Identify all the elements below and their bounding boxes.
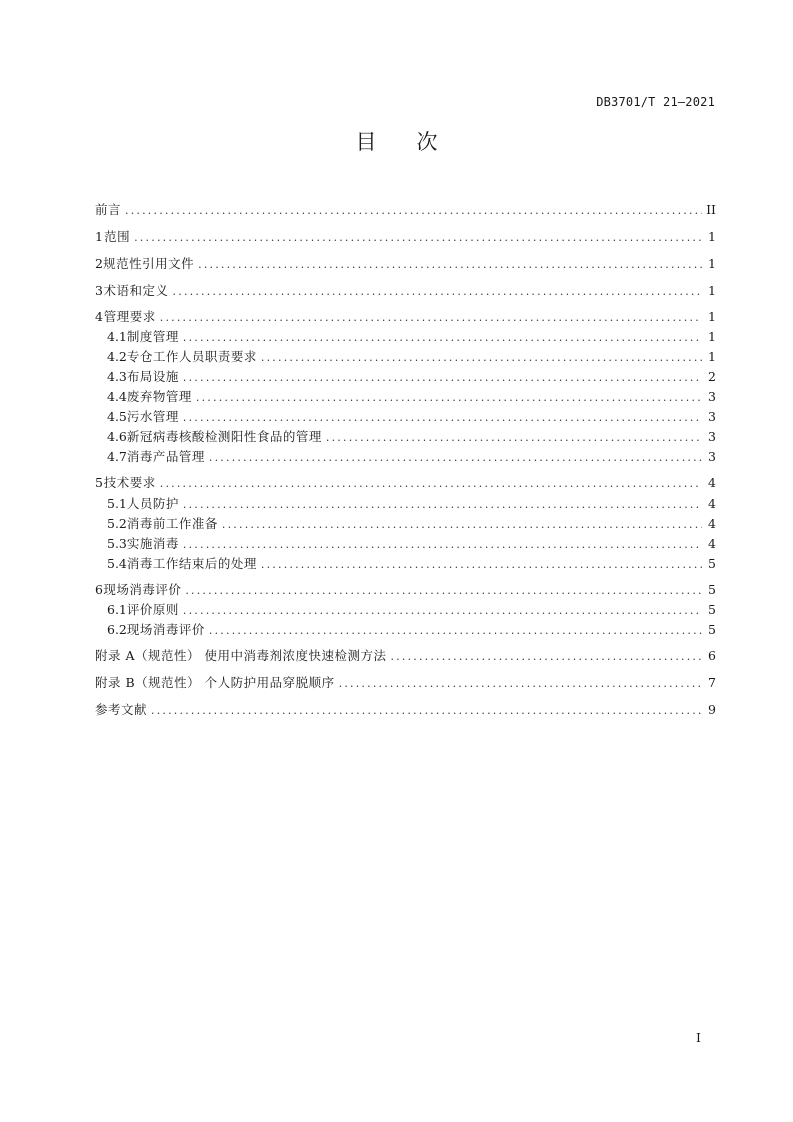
toc-entry-4-5[interactable] <box>95 407 716 427</box>
toc-entry-label: 前言 <box>95 202 122 217</box>
toc-entry-4-6[interactable] <box>95 427 716 447</box>
toc-leader-dots <box>261 555 702 575</box>
toc-entry-4-4[interactable] <box>95 387 716 407</box>
toc-entry-5[interactable] <box>95 473 716 493</box>
toc-entry-5-2[interactable] <box>95 514 716 534</box>
toc-leader-dots <box>125 201 702 221</box>
toc-entry-number: 3 <box>95 283 103 298</box>
toc-entry-number: 4.6 <box>107 429 127 444</box>
toc-entry-2[interactable] <box>95 254 716 274</box>
toc-leader-dots <box>173 282 702 302</box>
toc-entry-label: 实施消毒 <box>126 536 179 551</box>
toc-entry-label: 制度管理 <box>126 329 179 344</box>
toc-entry-page: 3 <box>708 389 716 404</box>
toc-entry-5-4[interactable] <box>95 554 716 574</box>
toc-leader-dots <box>222 515 702 535</box>
title-char-1: 目 <box>355 130 377 154</box>
toc-leader-dots <box>160 308 702 328</box>
toc-entry-6[interactable] <box>95 580 716 600</box>
toc-leader-dots <box>160 474 702 494</box>
toc-entry-label: 废弃物管理 <box>126 389 192 404</box>
toc-entry-number: 6.1 <box>107 602 127 617</box>
toc-entry-page: 9 <box>708 702 716 717</box>
toc-leader-dots <box>183 535 702 555</box>
toc-leader-dots <box>209 448 702 468</box>
toc-entry-page: 4 <box>708 496 716 511</box>
toc-entry-page: 3 <box>708 429 716 444</box>
toc-leader-dots <box>183 408 702 428</box>
toc-entry-page: 5 <box>708 622 716 637</box>
toc-entry-page: 3 <box>708 409 716 424</box>
toc-entry-6-2[interactable] <box>95 620 716 640</box>
toc-entry-page: 1 <box>708 283 716 298</box>
toc-entry-label: 评价原则 <box>126 602 179 617</box>
toc-entry-number: 4.1 <box>107 329 127 344</box>
toc-entry-label: 消毒前工作准备 <box>126 516 218 531</box>
toc-entry-label: 消毒工作结束后的处理 <box>126 556 257 571</box>
toc-entry-5-3[interactable] <box>95 534 716 554</box>
toc-leader-dots <box>339 674 702 694</box>
toc-leader-dots <box>198 255 702 275</box>
toc-leader-dots <box>185 581 702 601</box>
toc-entry-label: 术语和定义 <box>103 283 169 298</box>
toc-leader-dots <box>183 328 702 348</box>
toc-leader-dots <box>390 647 702 667</box>
toc-entry-number: 1 <box>95 229 103 244</box>
toc-entry-page: II <box>706 202 716 217</box>
toc-leader-dots <box>183 368 702 388</box>
toc-entry-4-3[interactable] <box>95 367 716 387</box>
toc-entry-preface[interactable] <box>95 200 716 220</box>
toc-entry-number: 4.4 <box>107 389 127 404</box>
toc-entry-6-1[interactable] <box>95 600 716 620</box>
toc-entry-5-1[interactable] <box>95 494 716 514</box>
toc-entry-label: 附录 B（规范性） 个人防护用品穿脱顺序 <box>95 675 335 690</box>
toc-entry-4-1[interactable] <box>95 327 716 347</box>
toc-entry-label: 规范性引用文件 <box>103 256 195 271</box>
toc-entry-4-7[interactable] <box>95 447 716 467</box>
toc-entry-page: 4 <box>708 536 716 551</box>
toc-entry-number: 2 <box>95 256 103 271</box>
toc-entry-label: 现场消毒评价 <box>126 622 205 637</box>
toc-entry-number: 4.7 <box>107 449 127 464</box>
toc-entry-page: 4 <box>708 475 716 490</box>
toc-leader-dots <box>134 228 702 248</box>
toc-entry-page: 7 <box>708 675 716 690</box>
toc-entry-4[interactable] <box>95 307 716 327</box>
toc-entry-number: 5.3 <box>107 536 127 551</box>
page-number: I <box>696 1030 701 1045</box>
toc-entry-number: 4.5 <box>107 409 127 424</box>
toc-entry-1[interactable] <box>95 227 716 247</box>
toc-entry-label: 参考文献 <box>95 702 148 717</box>
toc-entry-annex-b[interactable] <box>95 673 716 693</box>
title-char-2: 次 <box>416 130 438 154</box>
toc-entry-label: 消毒产品管理 <box>126 449 205 464</box>
toc-entry-number: 4.3 <box>107 369 127 384</box>
toc-entry-label: 人员防护 <box>126 496 179 511</box>
toc-entry-page: 3 <box>708 449 716 464</box>
toc-entry-number: 5.4 <box>107 556 127 571</box>
toc-entry-4-2[interactable] <box>95 347 716 367</box>
toc-entry-label: 范围 <box>104 229 131 244</box>
toc-entry-number: 5.1 <box>107 496 127 511</box>
toc-entry-page: 5 <box>708 602 716 617</box>
toc-entry-label: 技术要求 <box>103 475 156 490</box>
toc-entry-number: 5 <box>95 475 103 490</box>
toc-entry-page: 6 <box>708 648 716 663</box>
toc-entry-number: 5.2 <box>107 516 127 531</box>
toc-entry-page: 5 <box>708 582 716 597</box>
toc-leader-dots <box>209 621 702 641</box>
toc-entry-number: 4 <box>95 309 103 324</box>
toc-entry-label: 新冠病毒核酸检测阳性食品的管理 <box>126 429 322 444</box>
toc-entry-page: 1 <box>708 309 716 324</box>
toc-entry-page: 2 <box>708 369 716 384</box>
toc-entry-page: 4 <box>708 516 716 531</box>
toc-leader-dots <box>151 701 702 721</box>
toc-leader-dots <box>261 348 702 368</box>
toc-leader-dots <box>183 495 702 515</box>
toc-entry-number: 6.2 <box>107 622 127 637</box>
page-title <box>0 126 793 156</box>
toc-entry-page: 1 <box>708 256 716 271</box>
toc-entry-annex-a[interactable] <box>95 646 716 666</box>
toc-entry-page: 1 <box>708 329 716 344</box>
toc-leader-dots <box>183 601 702 621</box>
toc-entry-page: 1 <box>708 349 716 364</box>
toc-entry-page: 5 <box>708 556 716 571</box>
toc-entry-label: 管理要求 <box>103 309 156 324</box>
document-id: DB3701/T 21—2021 <box>596 95 715 109</box>
toc-leader-dots <box>326 428 702 448</box>
toc-entry-label: 专仓工作人员职责要求 <box>126 349 257 364</box>
toc-entry-3[interactable] <box>95 281 716 301</box>
toc-entry-label: 布局设施 <box>126 369 179 384</box>
toc-entry-number: 4.2 <box>107 349 127 364</box>
toc-entry-page: 1 <box>708 229 716 244</box>
toc-leader-dots <box>196 388 702 408</box>
toc-entry-references[interactable] <box>95 700 716 720</box>
toc-entry-label: 现场消毒评价 <box>103 582 182 597</box>
toc-entry-number: 6 <box>95 582 103 597</box>
toc-entry-label: 附录 A（规范性） 使用中消毒剂浓度快速检测方法 <box>95 648 387 663</box>
toc-entry-label: 污水管理 <box>126 409 179 424</box>
